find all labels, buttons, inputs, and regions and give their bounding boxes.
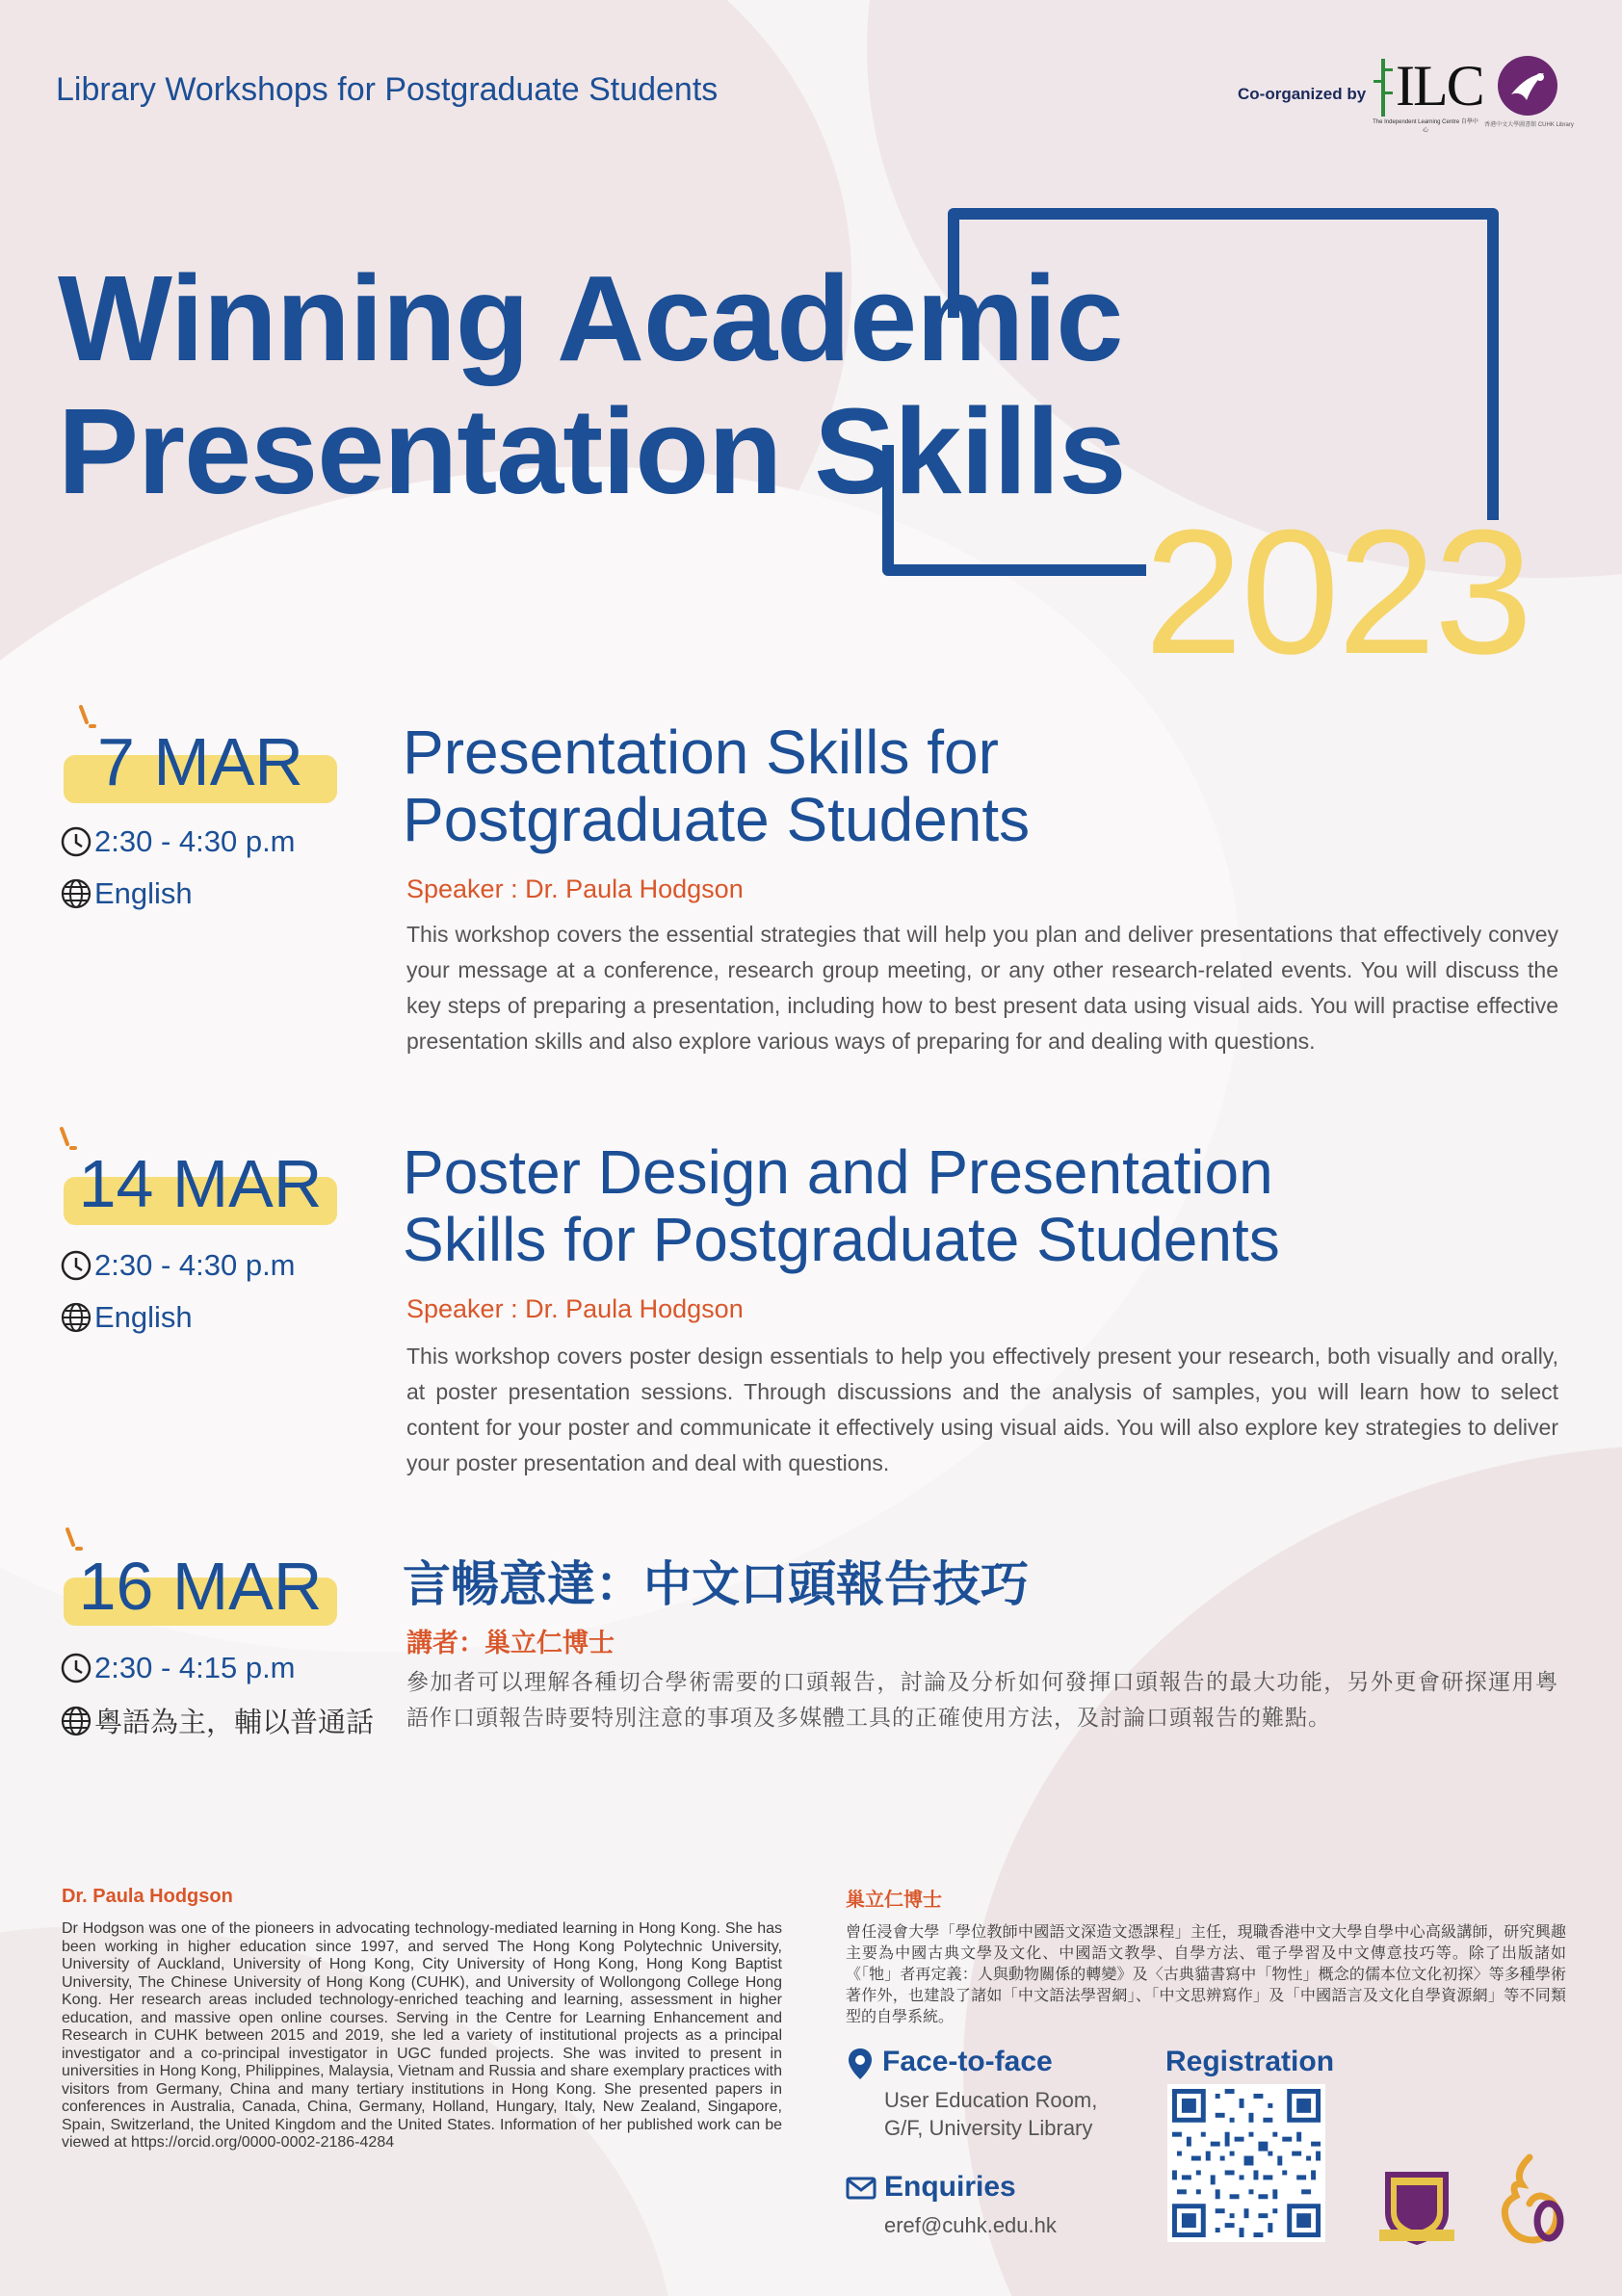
event-title: Presentation Skills for Postgraduate Students xyxy=(403,718,1031,854)
event-speaker: Speaker : Dr. Paula Hodgson xyxy=(406,1294,744,1323)
event-speaker: 講者：巢立仁博士 xyxy=(406,1629,615,1657)
event-language: English xyxy=(60,1298,193,1335)
registration-qr-code[interactable] xyxy=(1167,2084,1325,2242)
event-description: This workshop covers poster design essentials to help you effectively present your research, both visually and orally, at poster presentation sessions. Through discussions and the analysis of samples, you will learn how to select content for your poster and communicate it effectively using visual aids. You will also explore key strategies to deliver your poster presentation and deal with questions. xyxy=(406,1344,1558,1475)
event-description: This workshop covers the essential strategies that will help you plan and deliver presentations that effectively convey your message at a conference, research group meeting, or any other research-related events. You will discuss the key steps of preparing a presentation, including how to best present data using visual aids. You will practise effective presentation skills and also explore various ways of preparing for and dealing with questions. xyxy=(406,922,1558,1054)
event-language: 粵語為主，輔以普通話 xyxy=(60,1701,374,1740)
event-language: English xyxy=(60,874,193,911)
envelope-icon xyxy=(846,2177,876,2200)
main-title: Winning Academic Presentation Skills xyxy=(58,250,1126,519)
clock-icon xyxy=(60,1249,92,1282)
clock-icon xyxy=(60,825,92,858)
sparkle-decoration xyxy=(77,705,96,728)
library-logo-caption: 香港中文大學圖書館 CUHK Library xyxy=(1484,122,1574,128)
globe-icon xyxy=(60,1301,92,1334)
title-year: 2023 xyxy=(1144,492,1531,691)
event-date: 16 MAR xyxy=(78,1549,323,1624)
coorganized-label: Co-organized by xyxy=(1238,85,1367,103)
event-title: Poster Design and Presentation Skills for Postgraduate Students xyxy=(403,1137,1280,1274)
cuhk-crest xyxy=(1375,2162,1458,2251)
event-description: 參加者可以理解各種切合學術需要的口頭報告，討論及分析如何發揮口頭報告的最大功能，另外更會研探運用粵語作口頭報告時要特別注意的事項及多媒體工具的正確使用方法，及討論口頭報告的難點。 xyxy=(406,1669,1558,1730)
globe-icon xyxy=(60,877,92,910)
registration-title: Registration xyxy=(1165,2046,1335,2077)
anniversary-logo xyxy=(1487,2153,1570,2250)
enquiries-email[interactable]: eref@cuhk.edu.hk xyxy=(884,2213,1057,2237)
event-time: 2:30 - 4:30 p.m xyxy=(60,822,296,859)
series-title: Library Workshops for Postgraduate Students xyxy=(56,71,719,108)
globe-icon xyxy=(60,1705,92,1737)
sparkle-decoration xyxy=(64,1527,83,1551)
venue-address: User Education Room, G/F, University Library xyxy=(884,2088,1098,2140)
event-speaker: Speaker : Dr. Paula Hodgson xyxy=(406,874,744,903)
event-date: 14 MAR xyxy=(78,1146,323,1221)
bio-name-chao: 巢立仁博士 xyxy=(846,1890,942,1911)
event-title: 言暢意達：中文口頭報告技巧 xyxy=(403,1557,1029,1611)
sparkle-decoration xyxy=(58,1127,77,1150)
enquiries-title: Enquiries xyxy=(884,2171,1016,2203)
venue-title: Face-to-face xyxy=(882,2046,1053,2077)
ilc-logo: ILC The Independent Learning Centre 自學中心 xyxy=(1373,54,1483,134)
event-time: 2:30 - 4:15 p.m xyxy=(60,1649,296,1685)
bio-name-hodgson: Dr. Paula Hodgson xyxy=(62,1886,233,1907)
bio-hodgson: Dr Hodgson was one of the pioneers in advocating technology-mediated learning in Hong Kong. She has been working in higher education since 1997, and served The Hong Kong Polytechnic University, University of Auckland, University of Hong Kong, City University of Hong Kong, Hong Kong Baptist University, The Chinese University of Hong Kong (CUHK), and University of Wollongong College Hong Kong. Her research areas included technology-enriched teaching and learning, assessment in higher education, and massive open online courses. Serving in the Centre for Learning Enhancement and Research in CUHK between 2015 and 2019, she led a variety of institutional projects as a principal investigator and a co-principal investigator in UGC funded projects. She was invited to present in universities in Hong Kong, Philippines, Malaysia, Vietnam and Russia and share exemplary practices with visitors from Germany, China and many tertiary institutions in Hong Kong. She presented papers in conferences in Australia, Canada, China, Germany, Holland, Hungary, Italy, New Zealand, Singapore, Spain, Switzerland, the United Kingdom and the United States. Information of her published work can be viewed at https://orcid.org/0000-0002-2186-4284 xyxy=(62,1920,782,2151)
bio-chao: 曾任浸會大學「學位教師中國語文深造文憑課程」主任，現職香港中文大學自學中心高級講師，研究興趣主要為中國古典文學及文化、中國語文教學、自學方法、電子學習及中文傳意技巧等。除了出版諸如《「牠」者再定義：人與動物關係的轉變》及〈古典貓書寫中「物性」概念的儒本位文化初探〉等多種學術著作外，也建設了諸如「中文語法學習網」、「中文思辨寫作」及「中國語言及文化自學資源網」等不同類型的自學系統。 xyxy=(846,1924,1566,2025)
location-pin-icon xyxy=(848,2048,873,2080)
event-time: 2:30 - 4:30 p.m xyxy=(60,1246,296,1283)
clock-icon xyxy=(60,1652,92,1684)
event-date: 7 MAR xyxy=(97,724,303,799)
